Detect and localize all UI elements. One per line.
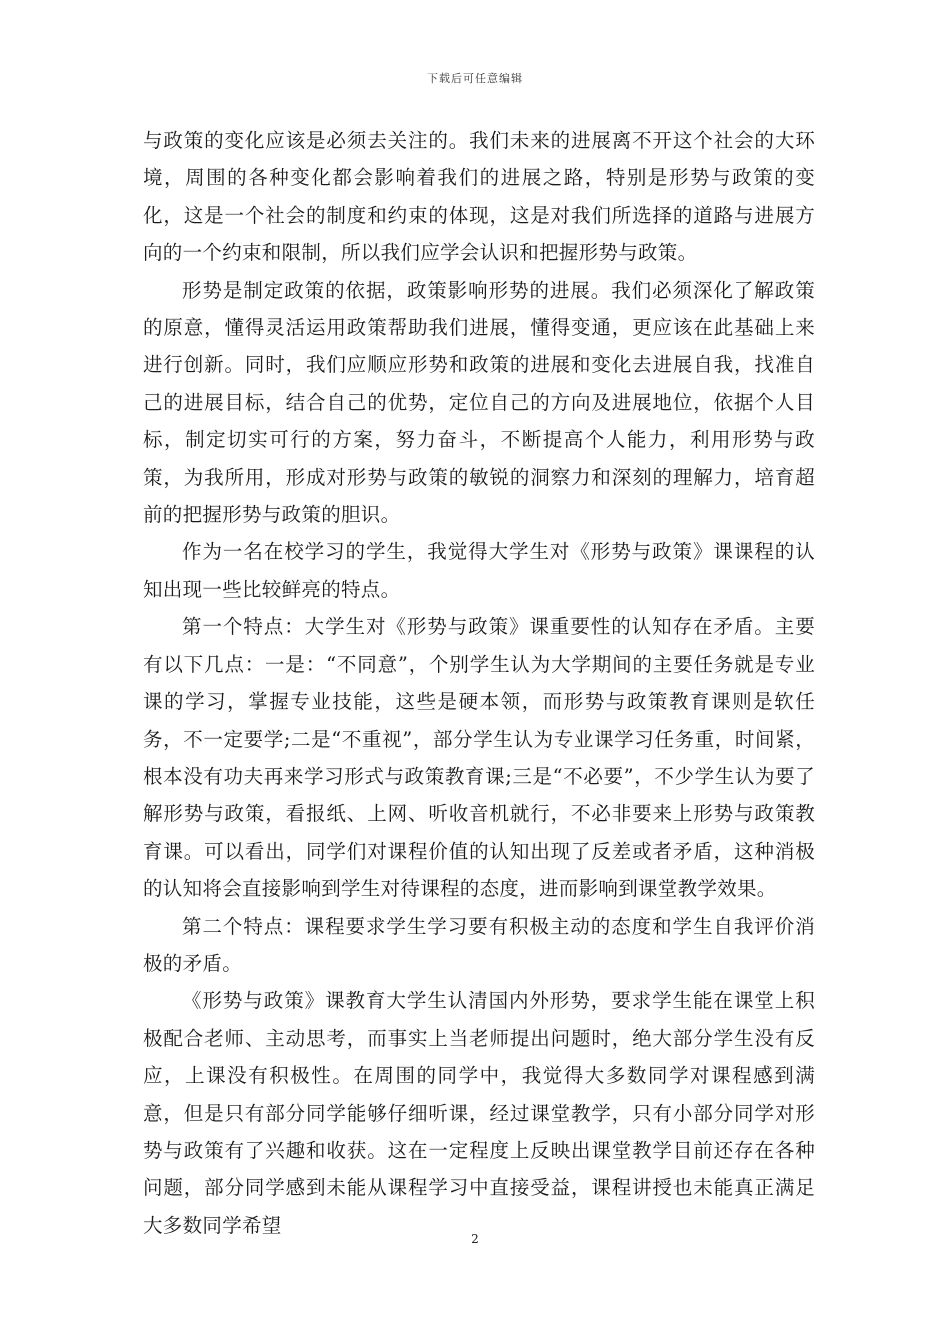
page-header: 下载后可任意编辑 [427, 72, 523, 85]
paragraph-second-feature: 第二个特点：课程要求学生学习要有积极主动的态度和学生自我评价消极的矛盾。 [143, 914, 815, 975]
paragraph-continuation: 与政策的变化应该是必须去关注的。我们未来的进展离不开这个社会的大环境，周围的各种变化都会影响着我们的进展之路，特别是形势与政策的变化，这是一个社会的制度和约束的体现，这是对我们所选择的道路与进展方向的一个约束和限制，所以我们应学会认识和把握形势与政策。 [143, 129, 815, 265]
paragraph-course-education: 《形势与政策》课教育大学生认清国内外形势，要求学生能在课堂上积极配合老师、主动思考，而事实上当老师提出问题时，绝大部分学生没有反应，上课没有积极性。在周围的同学中，我觉得大多数同学对课程感到满意，但是只有部分同学能够仔细听课，经过课堂教学，只有小部分同学对形势与政策有了兴趣和收获。这在一定程度上反映出课堂教学目前还存在各种问题，部分同学感到未能从课程学习中直接受益，课程讲授也未能真正满足大多数同学希望 [143, 989, 815, 1237]
document-body [143, 122, 815, 1244]
paragraph-student-view: 作为一名在校学习的学生，我觉得大学生对《形势与政策》课课程的认知出现一些比较鲜亮的特点。 [143, 540, 815, 601]
paragraph-first-feature: 第一个特点：大学生对《形势与政策》课重要性的认知存在矛盾。主要有以下几点：一是：“不同意”，个别学生认为大学期间的主要任务就是专业课的学习，掌握专业技能，这些是硬本领，而形势与政策教育课则是软任务，不一定要学;二是“不重视”，部分学生认为专业课学习任务重，时间紧，根本没有功夫再来学习形式与政策教育课;三是“不必要”，不少学生认为要了解形势与政策，看报纸、上网、听收音机就行，不必非要来上形势与政策教育课。可以看出，同学们对课程价值的认知出现了反差或者矛盾，这种消极的认知将会直接影响到学生对待课程的态度，进而影响到课堂教学效果。 [143, 615, 815, 901]
page-number: 2 [471, 1232, 479, 1246]
paragraph-situation-policy: 形势是制定政策的依据，政策影响形势的进展。我们必须深化了解政策的原意，懂得灵活运用政策帮助我们进展，懂得变通，更应该在此基础上来进行创新。同时，我们应顺应形势和政策的进展和变化去进展自我，找准自己的进展目标，结合自己的优势，定位自己的方向及进展地位，依据个人目标，制定切实可行的方案，努力奋斗，不断提高个人能力，利用形势与政策，为我所用，形成对形势与政策的敏锐的洞察力和深刻的理解力，培育超前的把握形势与政策的胆识。 [143, 278, 815, 527]
